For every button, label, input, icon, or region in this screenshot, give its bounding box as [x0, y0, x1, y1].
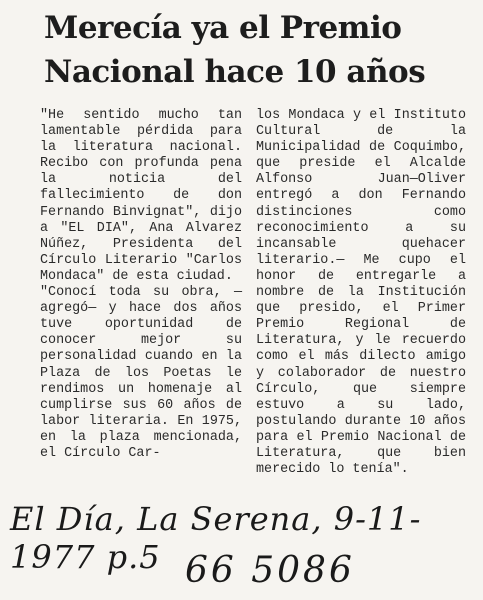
column-right-text: los Mondaca y el Instituto Cultural de la Municipalidad de Coquimbo, que preside el Alcalde Alfonso Juan—Oliver entregó a don Fernando distinciones como reconocimiento a su incansable quehacer literario.— Me cupo el honor de entregarle a nombre de la Institución que presido, el Primer Premio Regional de Literatura, y le recuerdo como el más dilecto amigo y colaborador de nuestro Círculo, que siempre estuvo a su lado, postulando durante 10 años para el Premio Nacional de Literatura, que bien merecido lo tenía".	[256, 108, 466, 478]
article-column-left	[40, 108, 242, 462]
article-column-right	[256, 108, 466, 478]
headline: Merecía ya el Premio Nacional hace 10 años	[44, 10, 426, 90]
column-left-text: "He sentido mucho tan lamentable pérdida para la literatura nacional. Recibo con profunda pena la noticia del fallecimiento de don Fernando Binvignat", dijo a "EL DIA", Ana Alvarez Núñez, Presidenta del Círculo Literario "Carlos Mondaca" de esta ciudad. "Conocí toda su obra, —agregó— y hace dos años tuve oportunidad de conocer mejor su personalidad cuando en la Plaza de los Poetas le rendimos un homenaje al cumplirse sus 60 años de labor literaria. En 1975, en la plaza mencionada, el Círculo Car-	[40, 108, 242, 461]
handwritten-source-note: El Día, La Serena, 9-11-1977 p.5	[10, 500, 422, 576]
handwritten-catalog-number: 66 5086	[185, 550, 355, 591]
